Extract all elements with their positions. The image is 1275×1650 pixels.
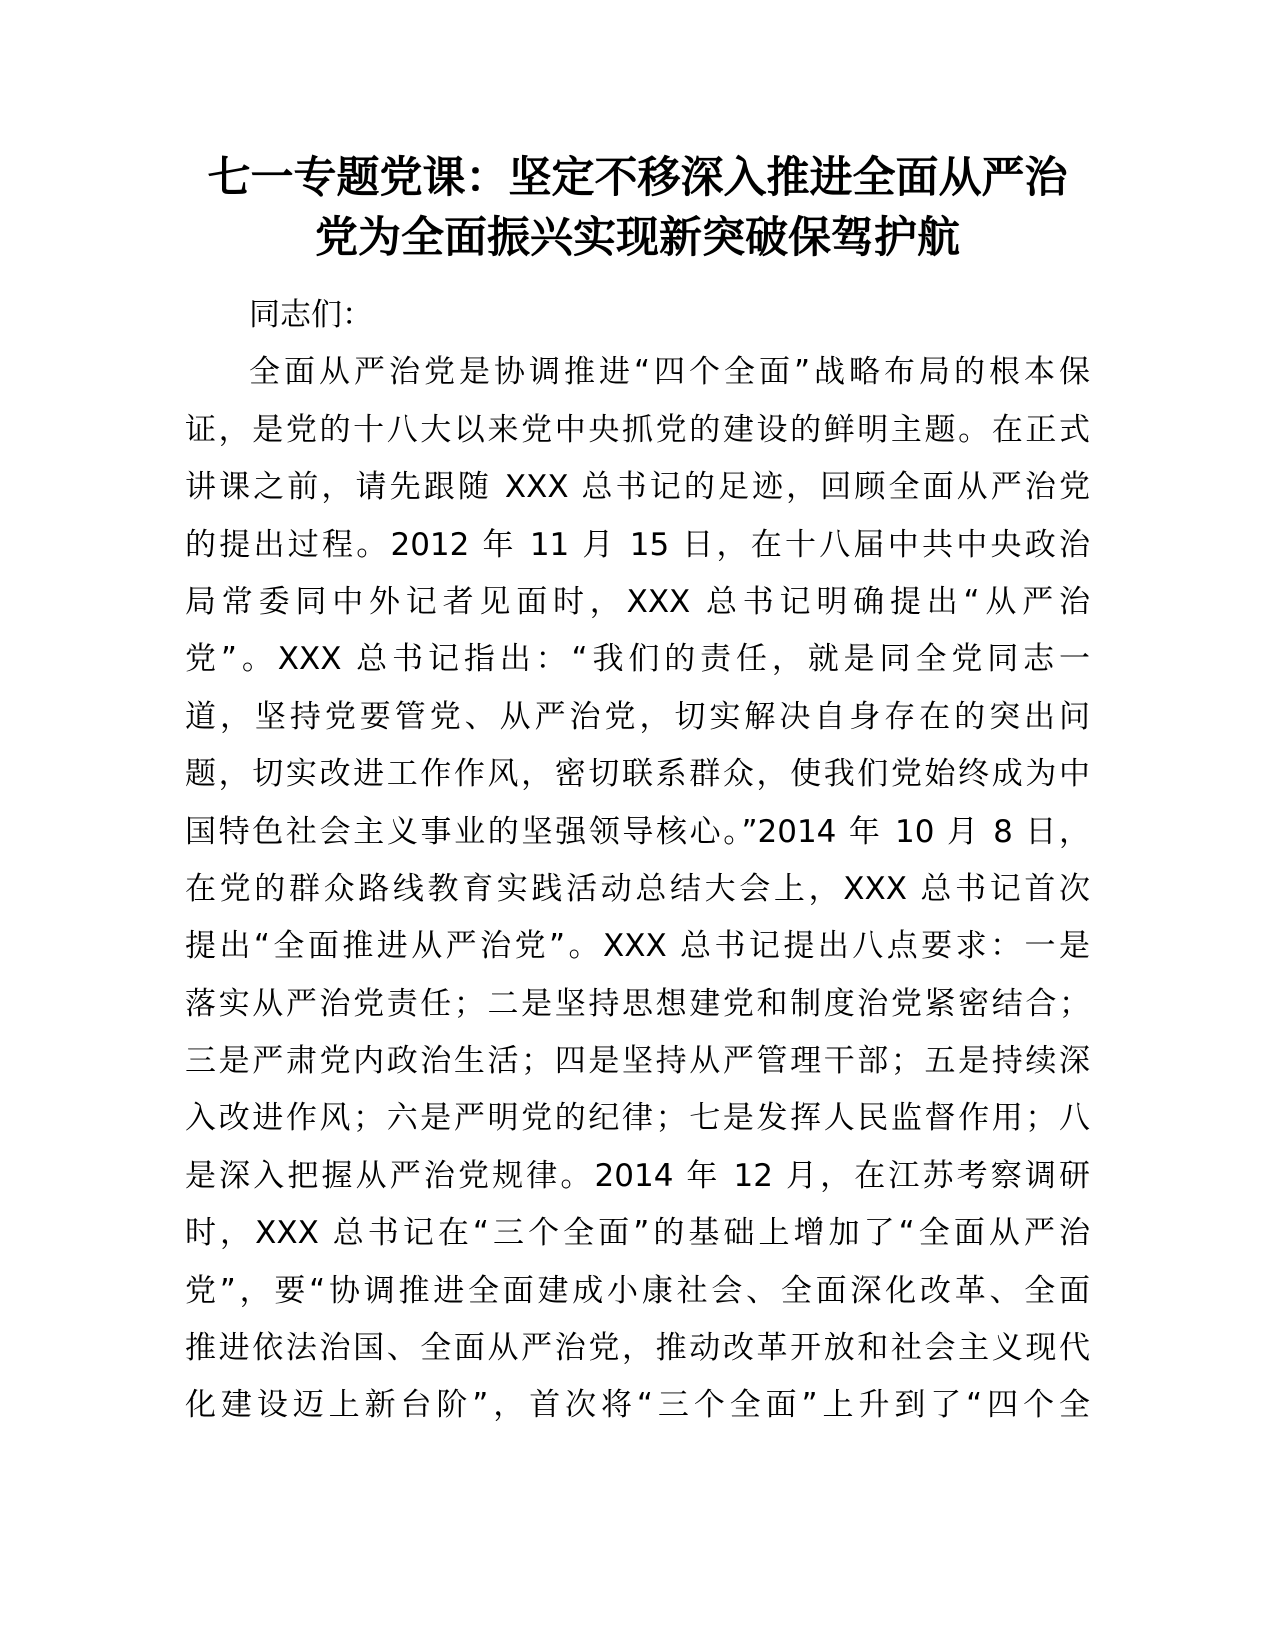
paragraph-line: 推进依法治国、全面从严治党，推动改革开放和社会主义现代 [185,1330,1090,1367]
paragraph-line: 证，是党的十八大以来党中央抓党的建设的鲜明主题。在正式 [185,411,1090,448]
paragraph-line: 国特色社会主义事业的坚强领导核心。”2014 年 10 月 8 日， [185,813,1090,850]
paragraph-line: 的提出过程。2012 年 11 月 15 日，在十八届中共中央政治 [185,526,1090,563]
paragraph-line: 党”。XXX 总书记指出：“我们的责任，就是同全党同志一 [185,641,1090,678]
paragraph-line: 三是严肃党内政治生活；四是坚持从严管理干部；五是持续深 [185,1043,1090,1080]
paragraph-line: 是深入把握从严治党规律。2014 年 12 月，在江苏考察调研 [185,1157,1090,1194]
paragraph-line: 入改进作风；六是严明党的纪律；七是发挥人民监督作用；八 [185,1100,1090,1137]
paragraph-line: 党”，要“协调推进全面建成小康社会、全面深化改革、全面 [185,1272,1090,1309]
paragraph-line: 道，坚持党要管党、从严治党，切实解决自身存在的突出问 [185,698,1090,735]
paragraph-line: 落实从严治党责任；二是坚持思想建党和制度治党紧密结合； [185,985,1090,1022]
paragraph-line: 讲课之前，请先跟随 XXX 总书记的足迹，回顾全面从严治党 [185,469,1090,506]
paragraph-line: 题，切实改进工作作风，密切联系群众，使我们党始终成为中 [185,756,1090,793]
greeting: 同志们： [249,297,373,333]
paragraph-line: 时，XXX 总书记在“三个全面”的基础上增加了“全面从严治 [185,1215,1090,1252]
title-line: 党为全面振兴实现新突破保驾护航 [315,213,960,263]
paragraph-line: 提出“全面推进从严治党”。XXX 总书记提出八点要求：一是 [185,928,1090,965]
paragraph-line: 全面从严治党是协调推进“四个全面”战略布局的根本保 [249,354,1090,391]
document-title [150,148,1125,268]
title-line: 七一专题党课：坚定不移深入推进全面从严治 [207,153,1068,203]
paragraph-line: 局常委同中外记者见面时，XXX 总书记明确提出“从严治 [185,583,1090,620]
paragraph-line: 化建设迈上新台阶”，首次将“三个全面”上升到了“四个全 [185,1387,1090,1424]
document-body [185,287,1090,1435]
paragraph-line: 在党的群众路线教育实践活动总结大会上，XXX 总书记首次 [185,870,1090,907]
